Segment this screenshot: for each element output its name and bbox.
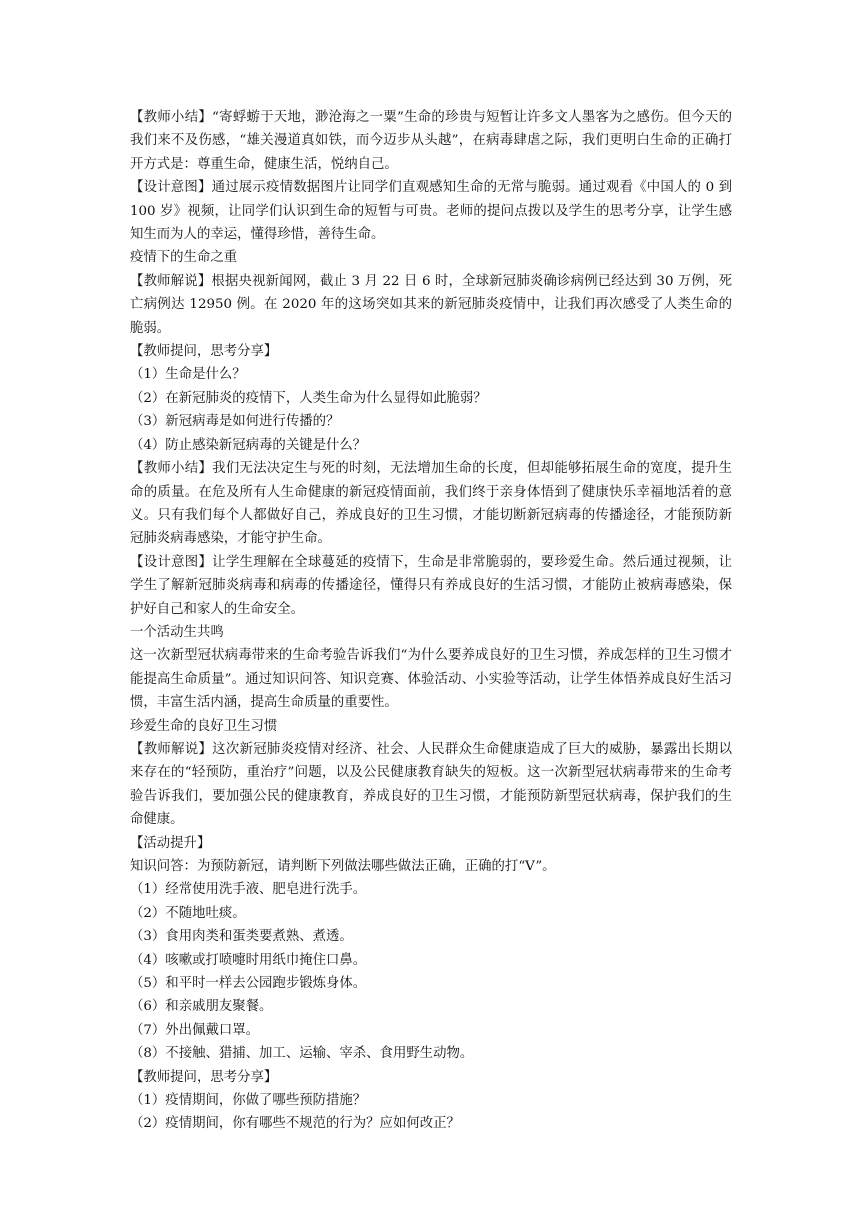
question-item: （3）新冠病毒是如何进行传播的？ xyxy=(130,414,340,430)
activity-intro: 这一次新型冠状病毒带来的生命考验告诉我们“为什么要养成良好的卫生习惯，养成怎样的卫生习惯才能提高生命质量”。通过知识问答、知识竞赛、体验活动、小实验等活动，让学生体悟养成良好生活习惯，丰富生活内涵，提高生命质量的重要性。 xyxy=(130,648,732,711)
teacher-summary-2: 【教师小结】我们无法决定生与死的时刻，无法增加生命的长度，但却能够拓展生命的宽度，提升生命的质量。在危及所有人生命健康的新冠疫情面前，我们终于亲身体悟到了健康快乐幸福地活着的意义。只有我们每个人都做好自己，养成良好的卫生习惯，才能切断新冠病毒的传播途径，才能预防新冠肺炎病毒感染，才能守护生命。 xyxy=(130,461,732,547)
question-item: （2）疫情期间，你有哪些不规范的行为？应如何改正？ xyxy=(130,1116,460,1132)
teacher-explanation-1: 【教师解说】根据央视新闻网，截止 3 月 22 日 6 时，全球新冠肺炎确诊病例已经达到 30 万例，死亡病例达 12950 例。在 2020 年的这场突如其来的新冠肺炎疫情中，让我们再次感受了人类生命的脆弱。 xyxy=(130,273,732,336)
activity-heading: 【活动提升】 xyxy=(130,835,211,851)
section-heading-hygiene: 珍爱生命的良好卫生习惯 xyxy=(130,718,278,734)
quiz-item: （2）不随地吐痰。 xyxy=(130,905,246,921)
question-item: （1）生命是什么？ xyxy=(130,367,246,383)
design-intent-1: 【设计意图】通过展示疫情数据图片让同学们直观感知生命的无常与脆弱。通过观看《中国人的 0 到 100 岁》视频，让同学们认识到生命的短暂与可贵。老师的提问点拨以及学生的思考分享，让学生感知生而为人的幸运，懂得珍惜，善待生命。 xyxy=(130,180,732,243)
teacher-questions-heading-1: 【教师提问，思考分享】 xyxy=(130,344,278,360)
teacher-summary-1: 【教师小结】“寄蜉蝣于天地，渺沧海之一粟”生命的珍贵与短暂让许多文人墨客为之感伤。但今天的我们来不及伤感，“雄关漫道真如铁，而今迈步从头越”，在病毒肆虐之际，我们更明白生命的正确打开方式是：尊重生命，健康生活，悦纳自己。 xyxy=(130,110,732,172)
quiz-item: （6）和亲戚朋友聚餐。 xyxy=(130,999,273,1015)
quiz-item: （4）咳嗽或打喷嚏时用纸巾掩住口鼻。 xyxy=(130,952,367,968)
section-heading-activity: 一个活动生共鸣 xyxy=(130,624,224,640)
quiz-instruction: 知识问答：为预防新冠，请判断下列做法哪些做法正确，正确的打“V”。 xyxy=(130,859,556,874)
quiz-item: （5）和平时一样去公园跑步锻炼身体。 xyxy=(130,976,367,992)
design-intent-2: 【设计意图】让学生理解在全球蔓延的疫情下，生命是非常脆弱的，要珍爱生命。然后通过视频，让学生了解新冠肺炎病毒和病毒的传播途径，懂得只有养成良好的生活习惯，才能防止被病毒感染，保护好自己和家人的生命安全。 xyxy=(130,554,732,617)
teacher-questions-heading-2: 【教师提问，思考分享】 xyxy=(130,1069,278,1085)
question-item: （4）防止感染新冠病毒的关键是什么？ xyxy=(130,437,367,453)
quiz-item: （1）经常使用洗手液、肥皂进行洗手。 xyxy=(130,882,367,898)
document-page xyxy=(130,106,732,1136)
section-heading-pandemic: 疫情下的生命之重 xyxy=(130,250,238,266)
quiz-item: （7）外出佩戴口罩。 xyxy=(130,1022,260,1038)
quiz-item: （8）不接触、猎捕、加工、运输、宰杀、食用野生动物。 xyxy=(130,1046,474,1062)
teacher-explanation-2: 【教师解说】这次新冠肺炎疫情对经济、社会、人民群众生命健康造成了巨大的威胁，暴露出长期以来存在的“轻预防，重治疗”问题，以及公民健康教育缺失的短板。这一次新型冠状病毒带来的生命考验告诉我们，要加强公民的健康教育，养成良好的卫生习惯，才能预防新型冠状病毒，保护我们的生命健康。 xyxy=(130,741,732,828)
quiz-item: （3）食用肉类和蛋类要煮熟、煮透。 xyxy=(130,929,353,945)
question-item: （1）疫情期间，你做了哪些预防措施？ xyxy=(130,1093,367,1109)
question-item: （2）在新冠肺炎的疫情下，人类生命为什么显得如此脆弱？ xyxy=(130,390,487,406)
